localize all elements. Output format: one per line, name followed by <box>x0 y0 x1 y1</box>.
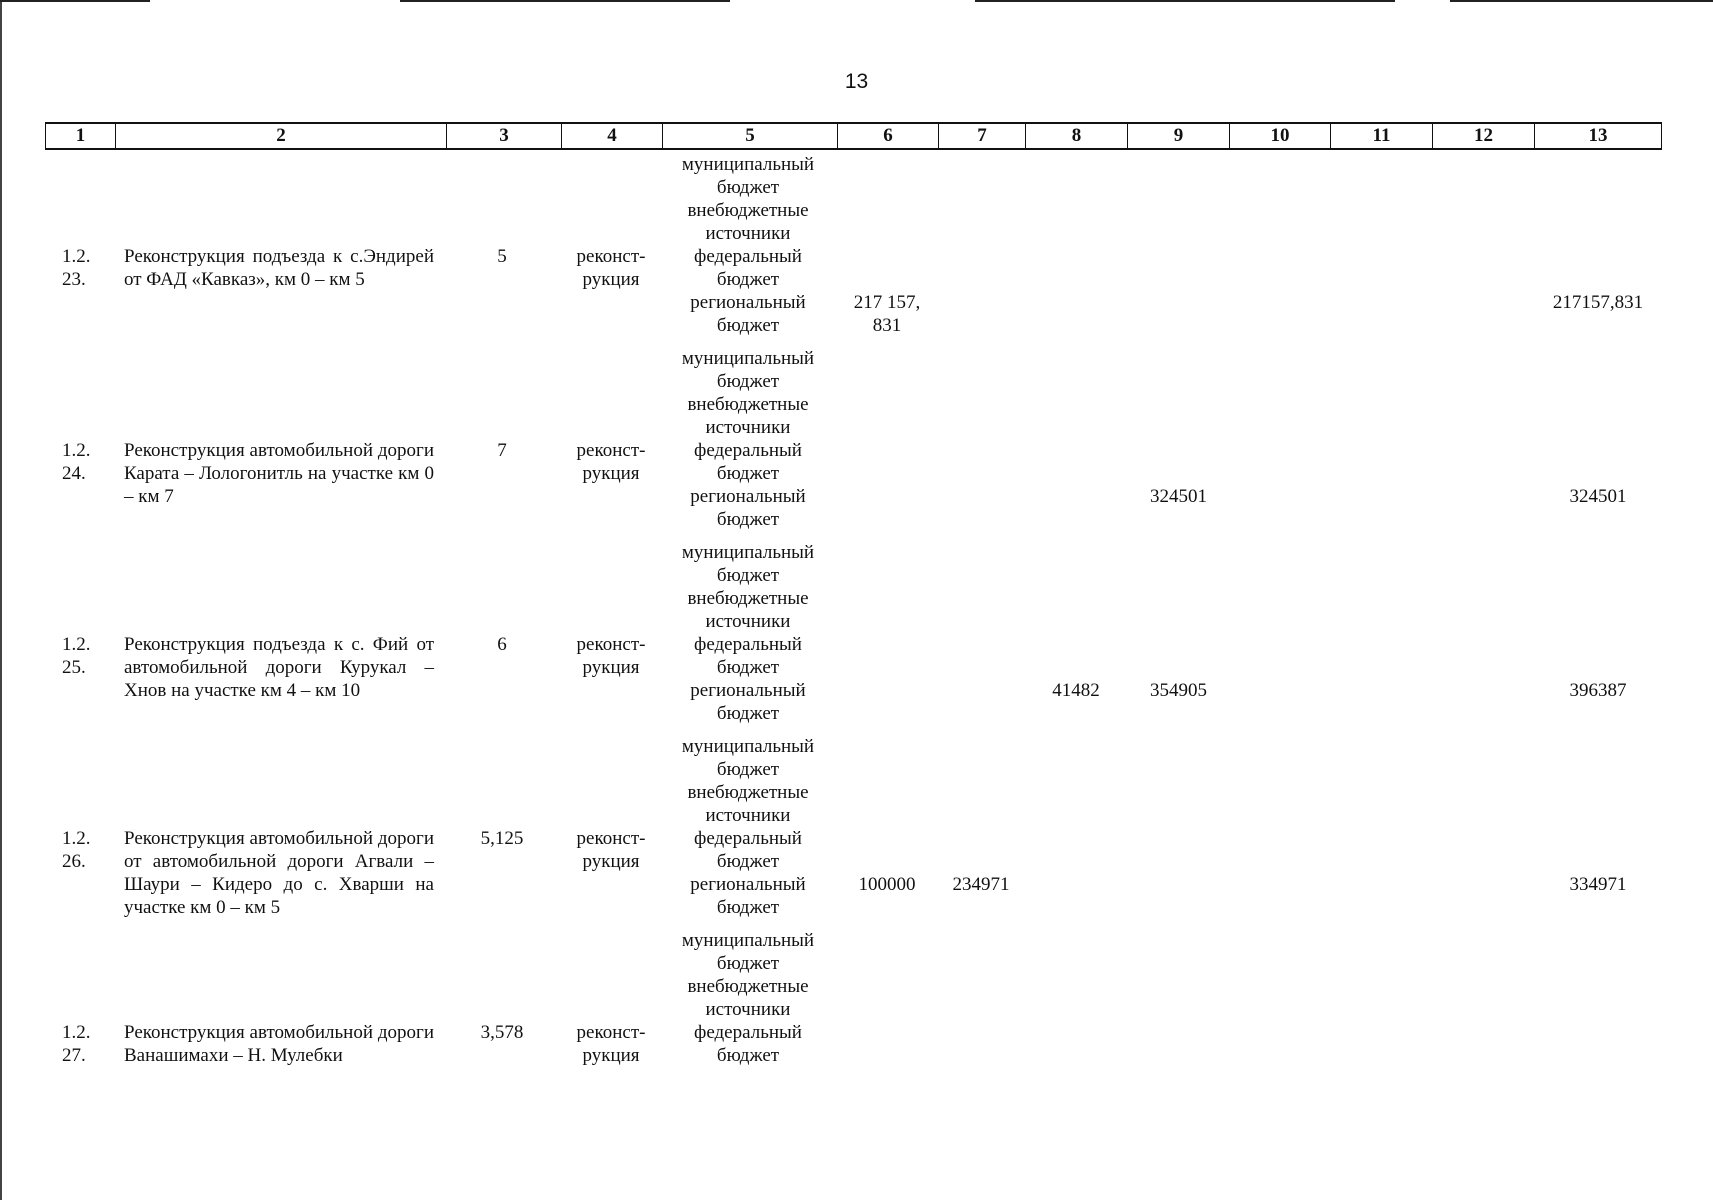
header-cell-8: 8 <box>1025 124 1127 148</box>
top-edge-line <box>400 0 730 2</box>
header-cell-7: 7 <box>938 124 1025 148</box>
object-title: Реконструкция подъезда к с. Фий от автомобильной дороги Курукал – Хнов на участке км 4 – км 10 <box>124 634 434 701</box>
table-row <box>0 929 1713 1069</box>
row-number: 1.2. 23. <box>62 246 91 290</box>
funding-sources: муниципальный бюджет внебюджетные источники федеральный бюджет региональный бюджет <box>681 348 815 530</box>
header-cell-2: 2 <box>115 124 446 148</box>
work-type: реконст- рукция <box>576 828 646 872</box>
top-edge-line <box>975 0 1395 2</box>
table-row <box>0 541 1713 735</box>
length-km: 7 <box>497 440 507 461</box>
work-type: реконст- рукция <box>576 634 646 678</box>
page-number: 13 <box>844 70 869 93</box>
top-edge-line <box>1450 0 1713 2</box>
table-row <box>0 735 1713 929</box>
top-edge-line <box>0 0 150 2</box>
header-cell-5: 5 <box>662 124 837 148</box>
work-type: реконст- рукция <box>576 246 646 290</box>
header-cell-3: 3 <box>446 124 561 148</box>
row-number: 1.2. 24. <box>62 440 91 484</box>
col6-value: 100000 <box>858 874 916 895</box>
header-cell-6: 6 <box>837 124 938 148</box>
col13-value: 217157,831 <box>1552 292 1644 313</box>
funding-sources: муниципальный бюджет внебюджетные источники федеральный бюджет региональный бюджет <box>681 542 815 724</box>
table-row <box>0 153 1713 347</box>
length-km: 6 <box>497 634 507 655</box>
length-km: 3,578 <box>480 1022 524 1043</box>
table-header-row <box>45 122 1662 150</box>
header-cell-4: 4 <box>561 124 662 148</box>
length-km: 5 <box>497 246 507 267</box>
funding-sources: муниципальный бюджет внебюджетные источники федеральный бюджет региональный бюджет <box>681 154 815 336</box>
row-number: 1.2. 27. <box>62 1022 91 1066</box>
header-cell-1: 1 <box>45 124 115 148</box>
col6-value: 217 157, 831 <box>853 292 921 336</box>
header-cell-11: 11 <box>1330 124 1432 148</box>
col9-value: 354905 <box>1150 680 1207 701</box>
header-cell-13: 13 <box>1534 124 1662 148</box>
header-cell-10: 10 <box>1229 124 1330 148</box>
object-title: Реконструкция автомобильной дороги Карата – Лологонитль на участке км 0 – км 7 <box>124 440 434 507</box>
header-cell-12: 12 <box>1432 124 1534 148</box>
work-type: реконст- рукция <box>576 440 646 484</box>
length-km: 5,125 <box>480 828 524 849</box>
col13-value: 324501 <box>1569 486 1627 507</box>
object-title: Реконструкция автомобильной дороги Ванашимахи – Н. Мулебки <box>124 1022 434 1066</box>
col13-value: 334971 <box>1569 874 1627 895</box>
funding-sources: муниципальный бюджет внебюджетные источники федеральный бюджет <box>681 930 815 1066</box>
row-number: 1.2. 26. <box>62 828 91 872</box>
header-cell-9: 9 <box>1127 124 1229 148</box>
row-number: 1.2. 25. <box>62 634 91 678</box>
table-row <box>0 347 1713 541</box>
object-title: Реконструкция автомобильной дороги от автомобильной дороги Агвали – Шаури – Кидеро до с. Хварши на участке км 0 – км 5 <box>124 828 434 918</box>
col7-value: 234971 <box>952 874 1010 895</box>
funding-sources: муниципальный бюджет внебюджетные источники федеральный бюджет региональный бюджет <box>681 736 815 918</box>
col9-value: 324501 <box>1150 486 1207 507</box>
col13-value: 396387 <box>1569 680 1627 701</box>
object-title: Реконструкция подъезда к с.Эндирей от ФАД «Кавказ», км 0 – км 5 <box>124 246 434 290</box>
col8-value: 41482 <box>1052 680 1100 701</box>
work-type: реконст- рукция <box>576 1022 646 1066</box>
